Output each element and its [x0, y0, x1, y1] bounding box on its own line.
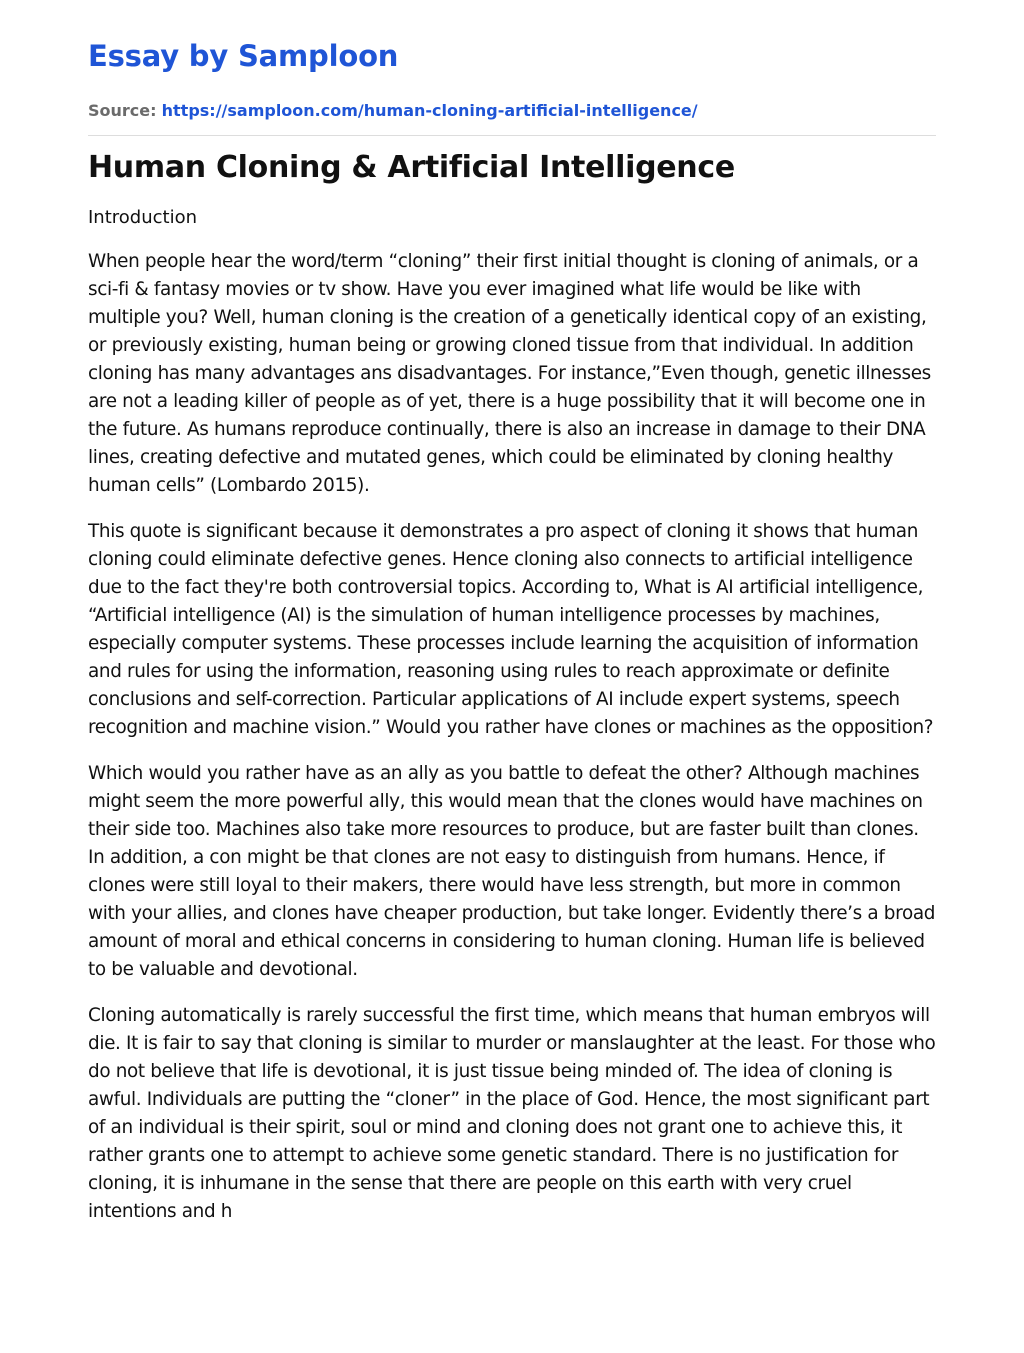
paragraph: Cloning automatically is rarely successful the first time, which means that human embryos will die. It is fair to say that cloning is similar to murder or manslaughter at the least. For those who do not believe that life is devotional, it is just tissue being minded of. The idea of cloning is awful. Individuals are putting the “cloner” in the place of God. Hence, the most significant part of an individual is their spirit, soul or mind and cloning does not grant one to achieve this, it rather grants one to attempt to achieve some genetic standard. There is no justification for cloning, it is inhumane in the sense that there are people on this earth with very cruel intentions and h	[88, 1005, 936, 1222]
brand-title: Essay by Samploon	[88, 39, 399, 73]
paragraph: Which would you rather have as an ally as you battle to defeat the other? Although machines might seem the more powerful ally, this would mean that the clones would have machines on their side too. Machines also take more resources to produce, but are faster built than clones. In addition, a con might be that clones are not easy to distinguish from humans. Hence, if clones were still loyal to their makers, there would have less strength, but more in common with your allies, and clones have cheaper production, but take longer. Evidently there’s a broad amount of moral and ethical concerns in considering to human cloning. Human life is believed to be valuable and devotional.	[88, 763, 936, 980]
source-link[interactable]: https://samploon.com/human-cloning-artificial-intelligence/	[161, 101, 698, 120]
paragraph: This quote is significant because it demonstrates a pro aspect of cloning it shows that human cloning could eliminate defective genes. Hence cloning also connects to artificial intelligence due to the fact they're both controversial topics. According to, What is AI artificial intelligence, “Artificial intelligence (AI) is the simulation of human intelligence processes by machines, especially computer systems. These processes include learning the acquisition of information and rules for using the information, reasoning using rules to reach approximate or definite conclusions and self-correction. Particular applications of AI include expert systems, speech recognition and machine vision.” Would you rather have clones or machines as the opposition?	[88, 521, 934, 738]
source-label: Source:	[88, 101, 157, 120]
essay-page	[88, 36, 936, 1226]
paragraph: When people hear the word/term “cloning” their first initial thought is cloning of animals, or a sci-fi & fantasy movies or tv show. Have you ever imagined what life would be like with multiple you? Well, human cloning is the creation of a genetically identical copy of an existing, or previously existing, human being or growing cloned tissue from that individual. In addition cloning has many advantages ans disadvantages. For instance,”Even though, genetic illnesses are not a leading killer of people as of yet, there is a huge possibility that it will become one in the future. As humans reproduce continually, there is also an increase in damage to their DNA lines, creating defective and mutated genes, which could be eliminated by cloning healthy human cells” (Lombardo 2015).	[88, 251, 931, 496]
header-divider	[88, 135, 936, 136]
section-heading-introduction: Introduction	[88, 207, 198, 228]
source-line	[88, 100, 936, 122]
article-title: Human Cloning & Artificial Intelligence	[88, 150, 735, 185]
